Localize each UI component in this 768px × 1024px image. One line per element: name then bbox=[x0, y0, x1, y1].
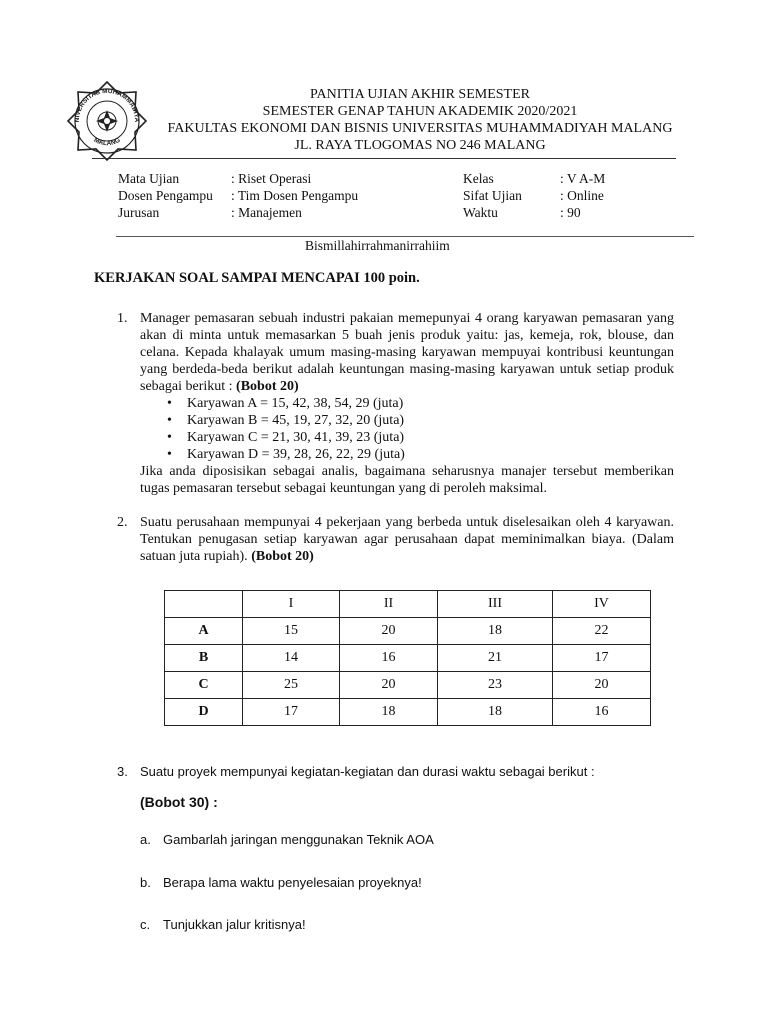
info-row: Mata Ujian : Riset Operasi bbox=[118, 171, 312, 186]
table-header-cell: II bbox=[340, 591, 438, 618]
question-closing: Jika anda diposisikan sebagai analis, bagaimana seharusnya manajer tersebut memberikan tugas pemasaran tersebut sebagai keuntungan yang di peroleh maksimal. bbox=[140, 464, 674, 496]
sub-item-letter: c. bbox=[140, 917, 151, 932]
question-text: Suatu perusahaan mempunyai 4 pekerjaan yang berbeda untuk diselesaikan oleh 4 karyawan. Tentukan penugasan setiap karyawan agar perusahaan dapat meminimalkan biaya. (Dalam satuan juta rupiah). bbox=[140, 515, 674, 564]
table-cell: C bbox=[165, 672, 243, 699]
logo-text-top: NIVERSITAS MUHAMMADIYA bbox=[73, 87, 141, 123]
header-line-2: SEMESTER GENAP TAHUN AKADEMIK 2020/2021 bbox=[262, 104, 578, 119]
table-cell: 23 bbox=[438, 672, 553, 699]
table-cell: 16 bbox=[553, 699, 651, 726]
table-cell: 15 bbox=[243, 618, 340, 645]
list-item: • Karyawan B = 45, 19, 27, 32, 20 (juta) bbox=[187, 412, 674, 429]
table-cell: 20 bbox=[340, 618, 438, 645]
table-header-cell: III bbox=[438, 591, 553, 618]
header-line-3: FAKULTAS EKONOMI DAN BISNIS UNIVERSITAS MUHAMMADIYAH MALANG bbox=[167, 121, 673, 136]
table-cell: 22 bbox=[553, 618, 651, 645]
list-item: • Karyawan C = 21, 30, 41, 39, 23 (juta) bbox=[187, 429, 674, 446]
table-cell: 20 bbox=[553, 672, 651, 699]
info-row: Dosen Pengampu : Tim Dosen Pengampu bbox=[118, 188, 359, 203]
header-line-1: PANITIA UJIAN AKHIR SEMESTER bbox=[309, 87, 530, 102]
info-row: Sifat Ujian : Online bbox=[463, 188, 604, 203]
table-cell: 17 bbox=[243, 699, 340, 726]
header-divider bbox=[92, 158, 676, 159]
table-cell: 16 bbox=[340, 645, 438, 672]
sub-item-b bbox=[140, 875, 640, 890]
table-cell: D bbox=[165, 699, 243, 726]
bismillah: Bismillahirrahmanirrahiim bbox=[305, 238, 450, 253]
header-line-4: JL. RAYA TLOGOMAS NO 246 MALANG bbox=[294, 138, 546, 153]
question-1 bbox=[117, 310, 674, 497]
sub-item-letter: a. bbox=[140, 832, 151, 847]
table-row bbox=[165, 591, 651, 618]
question-number: 1. bbox=[117, 311, 128, 326]
table-cell: 18 bbox=[438, 618, 553, 645]
table-header-cell: IV bbox=[553, 591, 651, 618]
question-3-bobot: (Bobot 30) : bbox=[140, 794, 218, 810]
question-number: 2. bbox=[117, 515, 128, 530]
table-row bbox=[165, 618, 651, 645]
table-row bbox=[165, 672, 651, 699]
table-cell: 17 bbox=[553, 645, 651, 672]
instruction: KERJAKAN SOAL SAMPAI MENCAPAI 100 poin. bbox=[94, 270, 420, 286]
exam-header bbox=[150, 86, 690, 154]
sub-item-letter: b. bbox=[140, 875, 151, 890]
table-cell: 18 bbox=[438, 699, 553, 726]
bobot-label: (Bobot 20) bbox=[251, 549, 314, 564]
question-text: Manager pemasaran sebuah industri pakaian memepunyai 4 orang karyawan pemasaran yang akan di minta untuk memasarkan 5 buah jenis produk yaitu: jas, kemeja, rok, blouse, dan celana. Kepada khalayak umum masing-masing karyawan mempuyai kontribusi keuntungan yang berdeda-beda berikut adalah keuntungan masing-masing karyawan untuk setiap produk sebagai berikut : bbox=[140, 311, 674, 394]
bobot-label: (Bobot 20) bbox=[236, 379, 299, 394]
table-cell: 21 bbox=[438, 645, 553, 672]
question-3-text: Suatu proyek mempunyai kegiatan-kegiatan dan durasi waktu sebagai berikut : bbox=[140, 764, 595, 779]
info-row: Waktu : 90 bbox=[463, 205, 581, 220]
info-divider bbox=[116, 236, 694, 237]
info-row: Jurusan : Manajemen bbox=[118, 205, 302, 220]
info-row: Kelas : V A-M bbox=[463, 171, 606, 186]
info-right bbox=[463, 170, 605, 221]
sub-item-text: Tunjukkan jalur kritisnya! bbox=[163, 917, 306, 932]
list-item: • Karyawan D = 39, 28, 26, 22, 29 (juta) bbox=[187, 446, 674, 463]
sub-item-a bbox=[140, 832, 640, 847]
info-left bbox=[118, 170, 358, 221]
bullet-list bbox=[140, 395, 674, 463]
table-header-cell bbox=[165, 591, 243, 618]
sub-item-text: Berapa lama waktu penyelesaian proyeknya! bbox=[163, 875, 422, 890]
university-seal-icon bbox=[66, 80, 148, 162]
logo-text-bottom: MALANG bbox=[92, 136, 122, 148]
question-2 bbox=[117, 514, 674, 565]
sub-item-text: Gambarlah jaringan menggunakan Teknik AOA bbox=[163, 832, 434, 847]
table-cell: 14 bbox=[243, 645, 340, 672]
table-cell: 25 bbox=[243, 672, 340, 699]
table-row bbox=[165, 645, 651, 672]
list-item: • Karyawan A = 15, 42, 38, 54, 29 (juta) bbox=[187, 395, 674, 412]
table-cell: 20 bbox=[340, 672, 438, 699]
table-cell: 18 bbox=[340, 699, 438, 726]
table-cell: A bbox=[165, 618, 243, 645]
sub-item-c bbox=[140, 917, 640, 932]
table-row bbox=[165, 699, 651, 726]
table-cell: B bbox=[165, 645, 243, 672]
table-header-cell: I bbox=[243, 591, 340, 618]
cost-table bbox=[164, 590, 651, 726]
svg-text:MALANG bbox=[93, 137, 122, 148]
question-3-number: 3. bbox=[117, 764, 128, 779]
